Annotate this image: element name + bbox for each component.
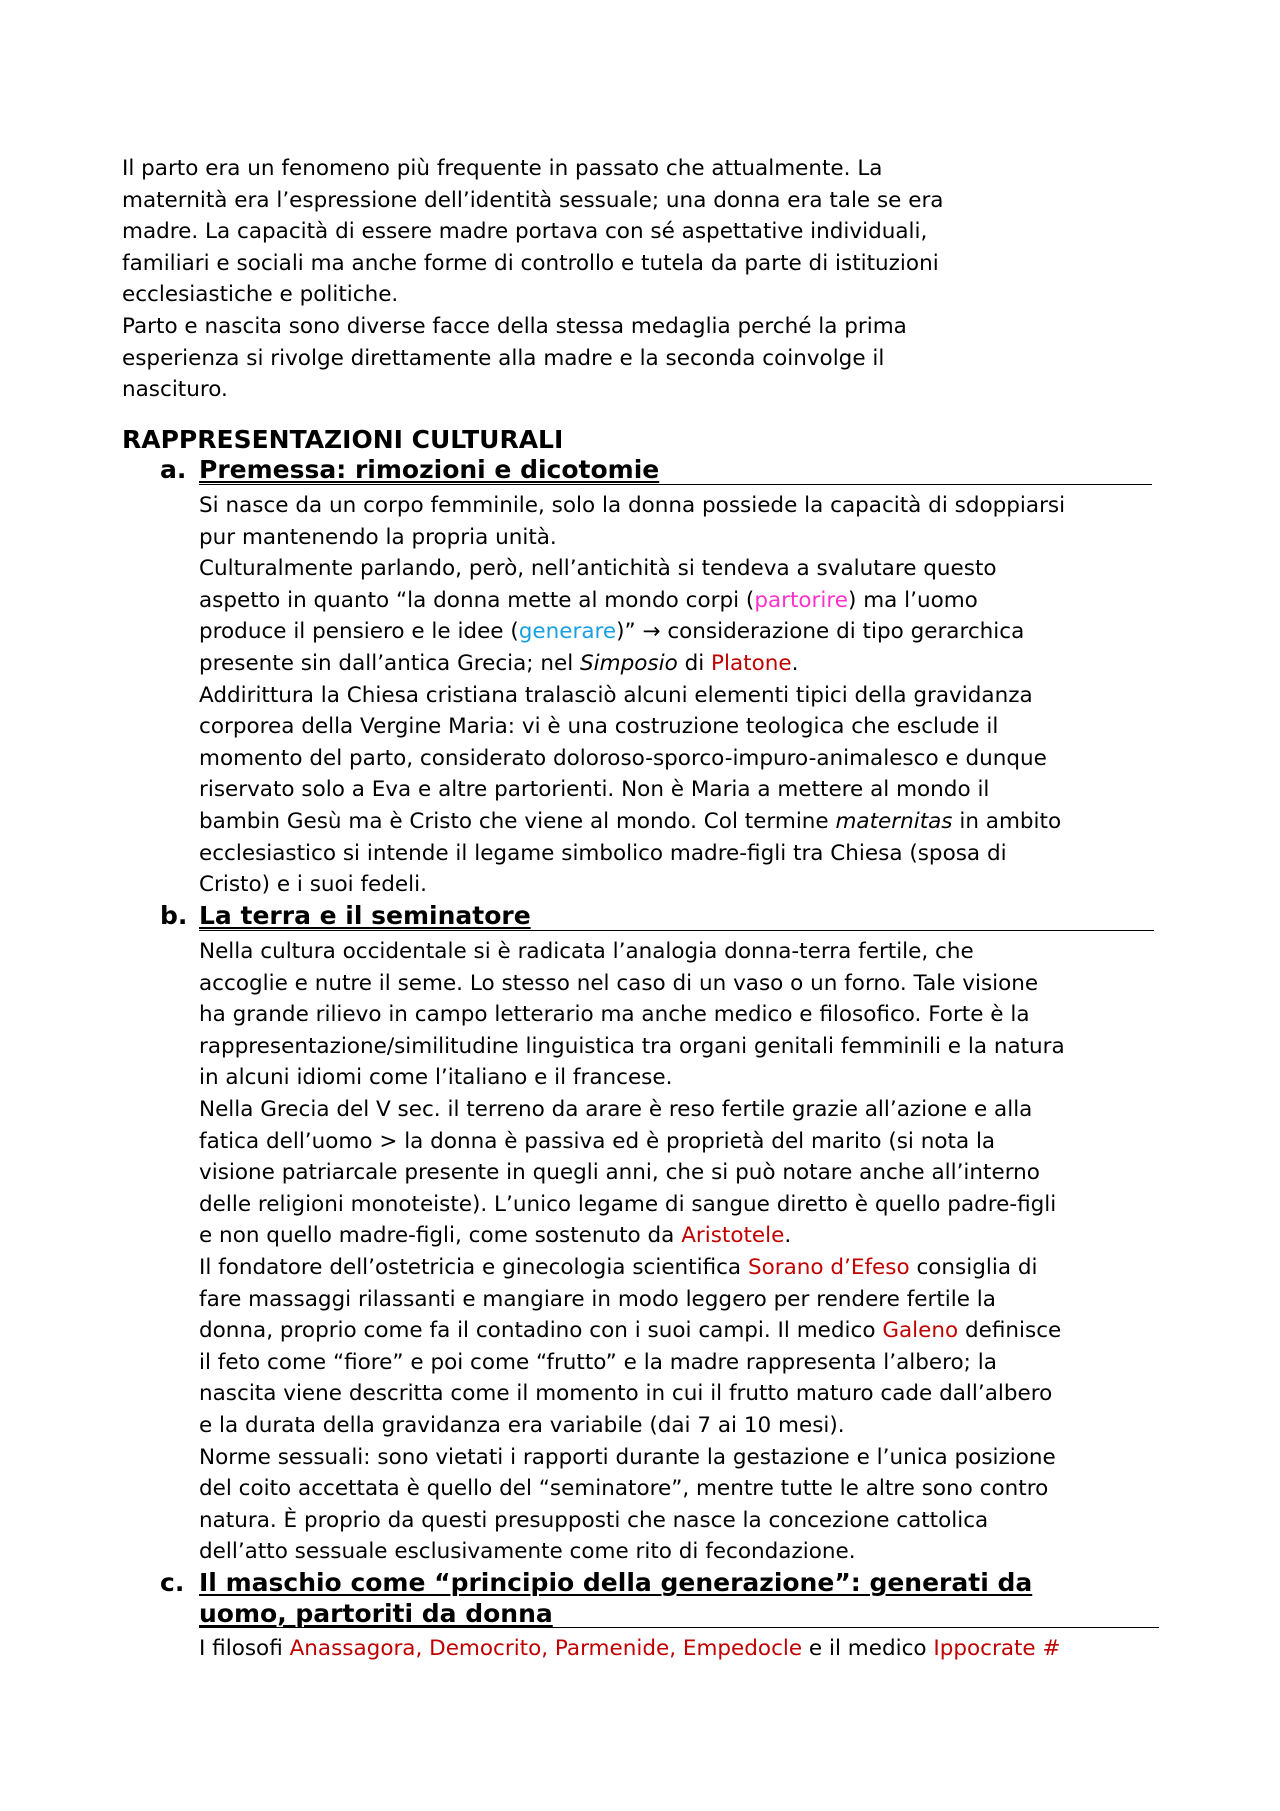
- text-line: [199, 616, 1199, 648]
- text-line: Culturalmente parlando, però, nell’antichità si tendeva a svalutare questo: [199, 556, 997, 582]
- keyword-generare: generare: [518, 619, 617, 645]
- text-span: ) ma l’uomo: [847, 587, 978, 613]
- text-line: pur mantenendo la propria unità.: [199, 524, 557, 550]
- text-line: riservato solo a Eva e altre partorienti. Non è Maria a mettere al mondo il: [199, 777, 990, 803]
- text-line: e la durata della gravidanza era variabile (dai 7 ai 10 mesi).: [199, 1412, 845, 1438]
- name-galeno: Galeno: [882, 1318, 959, 1344]
- text-line: ha grande rilievo in campo letterario ma anche medico e filosofico. Forte è la: [199, 1002, 1030, 1028]
- text-line: Il parto era un fenomeno più frequente in passato che attualmente. La: [122, 156, 883, 181]
- text-line: il feto come “fiore” e poi come “frutto” e la madre rappresenta l’albero; la: [199, 1349, 997, 1375]
- subsection-body-b: [199, 936, 1199, 1568]
- text-line: [199, 648, 1199, 680]
- subsection-title-text: uomo, partoriti da donna: [199, 1599, 553, 1628]
- text-line: accoglie e nutre il seme. Lo stesso nel caso di un vaso o un forno. Tale visione: [199, 970, 1039, 996]
- subsection-title-text: Premessa: rimozioni e dicotomie: [199, 455, 660, 484]
- text-span: bambin Gesù ma è Cristo che viene al mondo. Col termine: [199, 808, 836, 834]
- text-line: [199, 1220, 1199, 1252]
- name-aristotele: Aristotele: [681, 1223, 785, 1249]
- text-span: consiglia di: [909, 1254, 1038, 1280]
- text-line: fare massaggi rilassanti e mangiare in modo leggero per rendere fertile la: [199, 1286, 996, 1312]
- text-line: in alcuni idiomi come l’italiano e il francese.: [199, 1065, 673, 1091]
- subsection-title-text: La terra e il seminatore: [199, 901, 531, 930]
- text-line: rappresentazione/similitudine linguistica tra organi genitali femminili e la natura: [199, 1033, 1065, 1059]
- name-sorano: Sorano d’Efeso: [747, 1254, 910, 1280]
- keyword-partorire: partorire: [754, 587, 848, 613]
- text-line: familiari e sociali ma anche forme di controllo e tutela da parte di istituzioni: [122, 250, 939, 276]
- text-line: momento del parto, considerato doloroso-sporco-impuro-animalesco e dunque: [199, 745, 1047, 771]
- text-span: produce il pensiero e le idee (: [199, 619, 519, 645]
- text-line: nascita viene descritta come il momento in cui il frutto maturo cade dall’albero: [199, 1381, 1053, 1407]
- name-ippocrate: Ippocrate #: [933, 1636, 1061, 1661]
- text-span: in ambito: [952, 808, 1062, 834]
- text-span: presente sin dall’antica Grecia; nel: [199, 650, 581, 676]
- subsection-title-c: [160, 1567, 1032, 1599]
- list-letter: c.: [160, 1568, 185, 1597]
- subsection-body-a: [199, 490, 1199, 901]
- text-line: corporea della Vergine Maria: vi è una costruzione teologica che esclude il: [199, 714, 999, 740]
- subsection-body-c: [199, 1633, 1199, 1665]
- text-line: [199, 1633, 1199, 1665]
- title-underline-rule: [199, 930, 1154, 931]
- name-platone: Platone: [711, 650, 792, 676]
- text-line: ecclesiastiche e politiche.: [122, 282, 399, 308]
- subsection-title-text: Il maschio come “principio della generazione”: generati da: [199, 1568, 1033, 1597]
- text-span: Il fondatore dell’ostetricia e ginecologia scientifica: [199, 1254, 748, 1280]
- text-line: Nella cultura occidentale si è radicata l’analogia donna-terra fertile, che: [199, 939, 974, 964]
- text-line: Addirittura la Chiesa cristiana tralasciò alcuni elementi tipici della gravidanza: [199, 682, 1033, 708]
- text-line: esperienza si rivolge direttamente alla madre e la seconda coinvolge il: [122, 345, 885, 371]
- text-line: [199, 806, 1199, 838]
- text-line: Parto e nascita sono diverse facce della stessa medaglia perché la prima: [122, 313, 907, 339]
- text-span: e il medico: [802, 1636, 934, 1661]
- text-line: [199, 1252, 1199, 1284]
- text-line: [199, 585, 1199, 617]
- text-span: )” → considerazione di tipo gerarchica: [616, 619, 1025, 645]
- text-line: Norme sessuali: sono vietati i rapporti durante la gestazione e l’unica posizione: [199, 1444, 1056, 1470]
- text-span: I filosofi: [199, 1636, 290, 1661]
- list-letter: b.: [160, 901, 188, 930]
- text-line: delle religioni monoteiste). L’unico legame di sangue diretto è quello padre-figli: [199, 1191, 1057, 1217]
- text-line: maternità era l’espressione dell’identità sessuale; una donna era tale se era: [122, 187, 944, 213]
- italic-term: maternitas: [835, 808, 953, 834]
- text-span: aspetto in quanto “la donna mette al mondo corpi (: [199, 587, 755, 613]
- text-line: madre. La capacità di essere madre portava con sé aspettative individuali,: [122, 219, 928, 245]
- text-span: .: [784, 1223, 792, 1249]
- text-line: [199, 1315, 1199, 1347]
- list-letter: a.: [160, 455, 187, 484]
- title-underline-rule: [199, 1627, 1159, 1628]
- text-line: Si nasce da un corpo femminile, solo la donna possiede la capacità di sdoppiarsi: [199, 493, 1066, 518]
- subsection-title-a: [160, 454, 659, 486]
- text-span: e non quello madre-figli, come sostenuto da: [199, 1223, 682, 1249]
- section-heading: RAPPRESENTAZIONI CULTURALI: [122, 425, 564, 454]
- text-line: ecclesiastico si intende il legame simbolico madre-figli tra Chiesa (sposa di: [199, 840, 1007, 866]
- text-line: nascituro.: [122, 377, 228, 403]
- text-line: natura. È proprio da questi presupposti che nasce la concezione cattolica: [199, 1507, 989, 1533]
- text-line: dell’atto sessuale esclusivamente come rito di fecondazione.: [199, 1539, 856, 1565]
- text-span: definisce: [958, 1318, 1062, 1344]
- text-span: di: [677, 650, 712, 676]
- subsection-title-b: [160, 900, 531, 932]
- text-line: del coito accettata è quello del “seminatore”, mentre tutte le altre sono contro: [199, 1476, 1049, 1502]
- text-span: donna, proprio come fa il contadino con i suoi campi. Il medico: [199, 1318, 883, 1344]
- names-philosophers: Anassagora, Democrito, Parmenide, Empedocle: [289, 1636, 803, 1661]
- text-span: .: [791, 650, 799, 676]
- text-line: Nella Grecia del V sec. il terreno da arare è reso fertile grazie all’azione e alla: [199, 1096, 1033, 1122]
- text-line: visione patriarcale presente in quegli anni, che si può notare anche all’interno: [199, 1160, 1040, 1186]
- text-line: Cristo) e i suoi fedeli.: [199, 872, 427, 898]
- text-line: fatica dell’uomo > la donna è passiva ed è proprietà del marito (si nota la: [199, 1128, 996, 1154]
- title-underline-rule: [199, 484, 1152, 485]
- subsection-title-c-continued: [199, 1598, 553, 1630]
- intro-paragraph: [122, 153, 1152, 406]
- italic-title: Simposio: [580, 650, 678, 676]
